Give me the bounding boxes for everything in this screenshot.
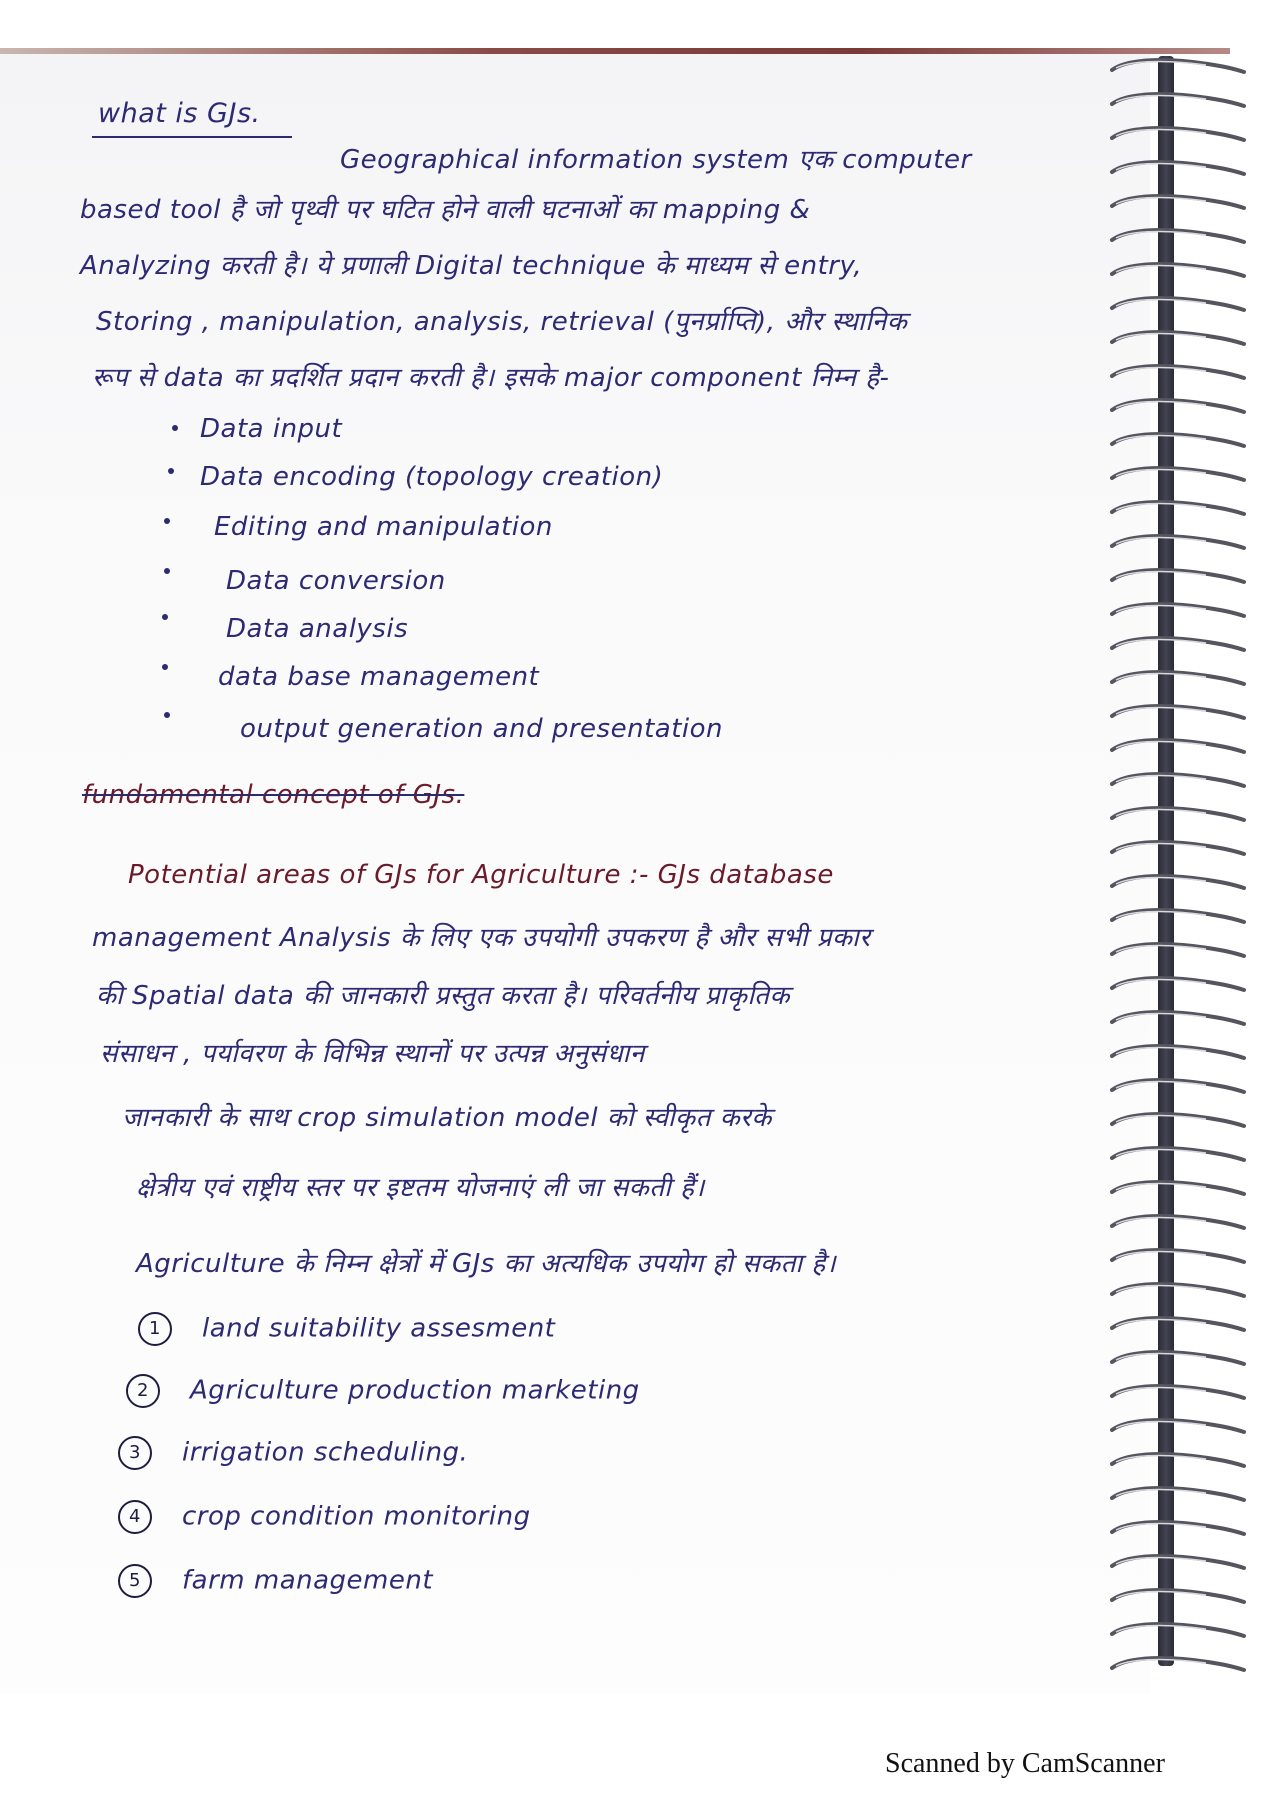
heading-underline — [92, 136, 292, 138]
intro-line-3: Analyzing करती है। ये प्रणाली Digital technique के माध्यम से entry, — [80, 251, 863, 281]
spiral-ring — [1108, 464, 1248, 484]
use-text: irrigation scheduling. — [182, 1437, 469, 1468]
component-item: Data conversion — [226, 566, 446, 596]
spiral-ring — [1108, 1450, 1248, 1470]
spiral-ring — [1108, 1212, 1248, 1232]
spiral-ring — [1108, 1110, 1248, 1130]
number-circle: 3 — [118, 1436, 152, 1470]
spiral-ring — [1108, 600, 1248, 620]
spiral-ring — [1108, 362, 1248, 382]
number-circle: 4 — [118, 1500, 152, 1534]
potential-line-5: जानकारी के साथ crop simulation model को स्वीकृत करके — [122, 1103, 772, 1133]
bullet-dot — [168, 468, 174, 474]
spiral-ring — [1108, 1314, 1248, 1334]
spiral-ring — [1108, 1246, 1248, 1266]
spiral-ring — [1108, 804, 1248, 824]
component-item: output generation and presentation — [240, 714, 724, 744]
number-circle: 1 — [138, 1312, 172, 1346]
component-item: Data analysis — [226, 614, 409, 644]
intro-line-5: रूप से data का प्रदर्शित प्रदान करती है। इसके major component निम्न है- — [92, 363, 890, 393]
use-item — [118, 1500, 531, 1534]
use-item — [126, 1374, 640, 1408]
spiral-ring — [1108, 124, 1248, 144]
spiral-ring — [1108, 1484, 1248, 1504]
use-text: crop condition monitoring — [182, 1501, 531, 1532]
use-item — [138, 1312, 555, 1346]
component-item: data base management — [218, 662, 540, 692]
spiral-ring — [1108, 498, 1248, 518]
potential-line-7: Agriculture के निम्न क्षेत्रों में GJs का अत्यधिक उपयोग हो सकता है। — [136, 1249, 837, 1279]
bullet-dot — [164, 712, 170, 718]
spiral-ring — [1108, 838, 1248, 858]
number-circle: 2 — [126, 1374, 160, 1408]
bullet-dot — [172, 425, 178, 431]
spiral-ring — [1108, 1620, 1248, 1640]
spiral-ring — [1108, 1654, 1248, 1674]
spiral-ring — [1108, 668, 1248, 688]
potential-line-6: क्षेत्रीय एवं राष्ट्रीय स्तर पर इष्टतम योजनाएं ली जा सकती हैं। — [136, 1173, 705, 1203]
use-text: land suitability assesment — [202, 1313, 556, 1344]
component-item: Data encoding (topology creation) — [200, 462, 664, 492]
intro-line-4: Storing , manipulation, analysis, retrieval (पुनर्प्राप्ति), और स्थानिक — [96, 307, 908, 337]
use-item — [118, 1564, 433, 1598]
spiral-ring — [1108, 1280, 1248, 1300]
spiral-ring — [1108, 396, 1248, 416]
spiral-ring — [1108, 1586, 1248, 1606]
potential-line-4: संसाधन , पर्यावरण के विभिन्न स्थानों पर उत्पन्न अनुसंधान — [100, 1039, 645, 1069]
potential-line-2: management Analysis के लिए एक उपयोगी उपकरण है और सभी प्रकार — [92, 923, 871, 953]
spiral-ring — [1108, 226, 1248, 246]
bullet-dot — [162, 614, 168, 620]
spiral-ring — [1108, 906, 1248, 926]
spiral-ring — [1108, 940, 1248, 960]
spiral-ring — [1108, 702, 1248, 722]
use-item — [118, 1436, 468, 1470]
spiral-ring — [1108, 1348, 1248, 1368]
potential-line-3: की Spatial data की जानकारी प्रस्तुत करता है। परिवर्तनीय प्राकृतिक — [96, 981, 790, 1011]
use-text: Agriculture production marketing — [190, 1375, 640, 1406]
intro-line-1: Geographical information system एक computer — [340, 145, 972, 175]
potential-line-1: Potential areas of GJs for Agriculture :- GJs database — [128, 860, 834, 890]
spiral-ring — [1108, 1042, 1248, 1062]
intro-line-2: based tool है जो पृथ्वी पर घटित होने वाली घटनाओं का mapping & — [80, 195, 811, 225]
spiral-ring — [1108, 770, 1248, 790]
use-text: farm management — [182, 1565, 434, 1596]
spiral-ring — [1108, 1008, 1248, 1028]
spiral-ring — [1108, 260, 1248, 280]
spiral-ring — [1108, 328, 1248, 348]
spiral-ring — [1108, 1178, 1248, 1198]
scanner-watermark: Scanned by CamScanner — [885, 1748, 1165, 1779]
page-heading: what is GJs. — [98, 98, 261, 129]
spiral-ring — [1108, 192, 1248, 212]
spiral-ring — [1108, 56, 1248, 76]
spiral-ring — [1108, 158, 1248, 178]
component-item: Data input — [200, 414, 343, 444]
spiral-binding — [1108, 56, 1258, 1676]
spiral-ring — [1108, 1144, 1248, 1164]
spiral-ring — [1108, 532, 1248, 552]
spiral-ring — [1108, 1076, 1248, 1096]
spiral-ring — [1108, 872, 1248, 892]
spiral-ring — [1108, 1416, 1248, 1436]
spiral-ring — [1108, 430, 1248, 450]
bullet-dot — [164, 568, 170, 574]
spiral-ring — [1108, 634, 1248, 654]
spiral-ring — [1108, 90, 1248, 110]
spiral-ring — [1108, 736, 1248, 756]
bullet-dot — [164, 518, 170, 524]
struck-heading: fundamental concept of GJs. — [82, 780, 465, 810]
spiral-ring — [1108, 1518, 1248, 1538]
bullet-dot — [162, 664, 168, 670]
spiral-ring — [1108, 294, 1248, 314]
spiral-ring — [1108, 974, 1248, 994]
number-circle: 5 — [118, 1564, 152, 1598]
spiral-ring — [1108, 566, 1248, 586]
spiral-ring — [1108, 1552, 1248, 1572]
component-item: Editing and manipulation — [214, 512, 553, 542]
spiral-ring — [1108, 1382, 1248, 1402]
